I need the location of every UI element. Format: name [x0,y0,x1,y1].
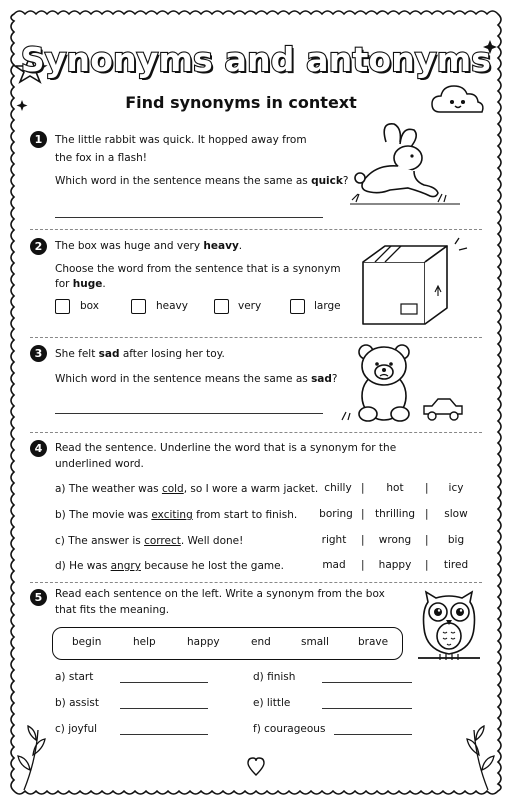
q4d-option-1[interactable]: mad [322,559,346,571]
q5-answer-line-c[interactable] [120,734,208,735]
q5-item-f: f) courageous [253,723,326,735]
q5-answer-line-f[interactable] [334,734,412,735]
q5-answer-line-d[interactable] [322,682,412,683]
option-label-heavy: heavy [156,300,188,312]
q4d-option-3[interactable]: tired [443,559,469,571]
owl-icon [416,588,482,666]
q5-item-e: e) little [253,697,291,709]
q4b-option-3[interactable]: slow [444,508,468,520]
q4-sentence-b: b) The movie was exciting from start to finish. [55,509,298,521]
word-bank-box [52,627,403,660]
q5-answer-line-e[interactable] [322,708,412,709]
divider: | [425,559,429,571]
q5-instruction-line1: Read each sentence on the left. Write a synonym from the box [55,588,385,600]
option-label-large: large [314,300,341,312]
option-label-box: box [80,300,99,312]
q5-answer-line-a[interactable] [120,682,208,683]
question-number-1: 1 [30,131,47,148]
q4b-option-1[interactable]: boring [319,508,353,520]
q1-sentence-line1: The little rabbit was quick. It hopped away from [55,134,307,146]
q5-item-d: d) finish [253,671,296,683]
divider: | [361,534,365,546]
heart-icon [248,758,264,775]
q5-item-b: b) assist [55,697,99,709]
question-number-4: 4 [30,440,47,457]
option-label-very: very [238,300,262,312]
q4a-option-1[interactable]: chilly [324,482,352,494]
q4c-option-1[interactable]: right [321,534,347,546]
word-bank-word: brave [358,636,389,648]
q4b-option-2[interactable]: thrilling [374,508,416,520]
q5-item-a: a) start [55,671,94,683]
rabbit-icon [348,120,468,215]
divider: | [425,482,429,494]
word-bank-word: end [251,636,271,648]
q3-question: Which word in the sentence means the same as sad? [55,373,338,385]
q4-sentence-d: d) He was angry because he lost the game. [55,560,284,572]
q5-answer-line-b[interactable] [120,708,208,709]
q5-item-c: c) joyful [55,723,98,735]
q1-question: Which word in the sentence means the same as quick? [55,175,349,187]
q4a-option-2[interactable]: hot [386,482,404,494]
checkbox-large[interactable] [290,299,305,314]
word-bank-word: help [133,636,156,648]
q4-instruction-line1: Read the sentence. Underline the word that is a synonym for the [55,442,397,454]
q5-instruction-line2: that fits the meaning. [55,604,170,616]
word-bank-word: small [301,636,329,648]
word-bank-word: happy [187,636,220,648]
page-subtitle: Find synonyms in context [125,93,357,112]
q4-sentence-c: c) The answer is correct. Well done! [55,535,244,547]
q4-sentence-a: a) The weather was cold, so I wore a warm jacket. [55,483,319,495]
checkbox-heavy[interactable] [131,299,146,314]
divider: | [361,559,365,571]
q3-sentence: She felt sad after losing her toy. [55,348,225,360]
q4a-option-3[interactable]: icy [448,482,464,494]
q2-instruction-line1: Choose the word from the sentence that is a synonym [55,263,341,275]
divider: | [361,482,365,494]
word-bank-word: begin [72,636,102,648]
teddy-bear-icon [340,342,470,427]
q4c-option-2[interactable]: wrong [378,534,412,546]
q2-instruction-line2: for huge. [55,278,106,290]
box-icon [355,236,475,331]
q1-sentence-line2: the fox in a flash! [55,152,147,164]
checkbox-box[interactable] [55,299,70,314]
q1-answer-line[interactable] [55,217,323,218]
divider: | [425,508,429,520]
q4-instruction-line2: underlined word. [55,458,144,470]
q4d-option-2[interactable]: happy [378,559,412,571]
q3-answer-line[interactable] [55,413,323,414]
q2-sentence: The box was huge and very heavy. [55,240,243,252]
divider: | [425,534,429,546]
question-number-3: 3 [30,345,47,362]
question-number-5: 5 [30,589,47,606]
checkbox-very[interactable] [214,299,229,314]
question-number-2: 2 [30,238,47,255]
q4c-option-3[interactable]: big [447,534,465,546]
page-title: Synonyms and antonyms [20,40,492,79]
divider: | [361,508,365,520]
